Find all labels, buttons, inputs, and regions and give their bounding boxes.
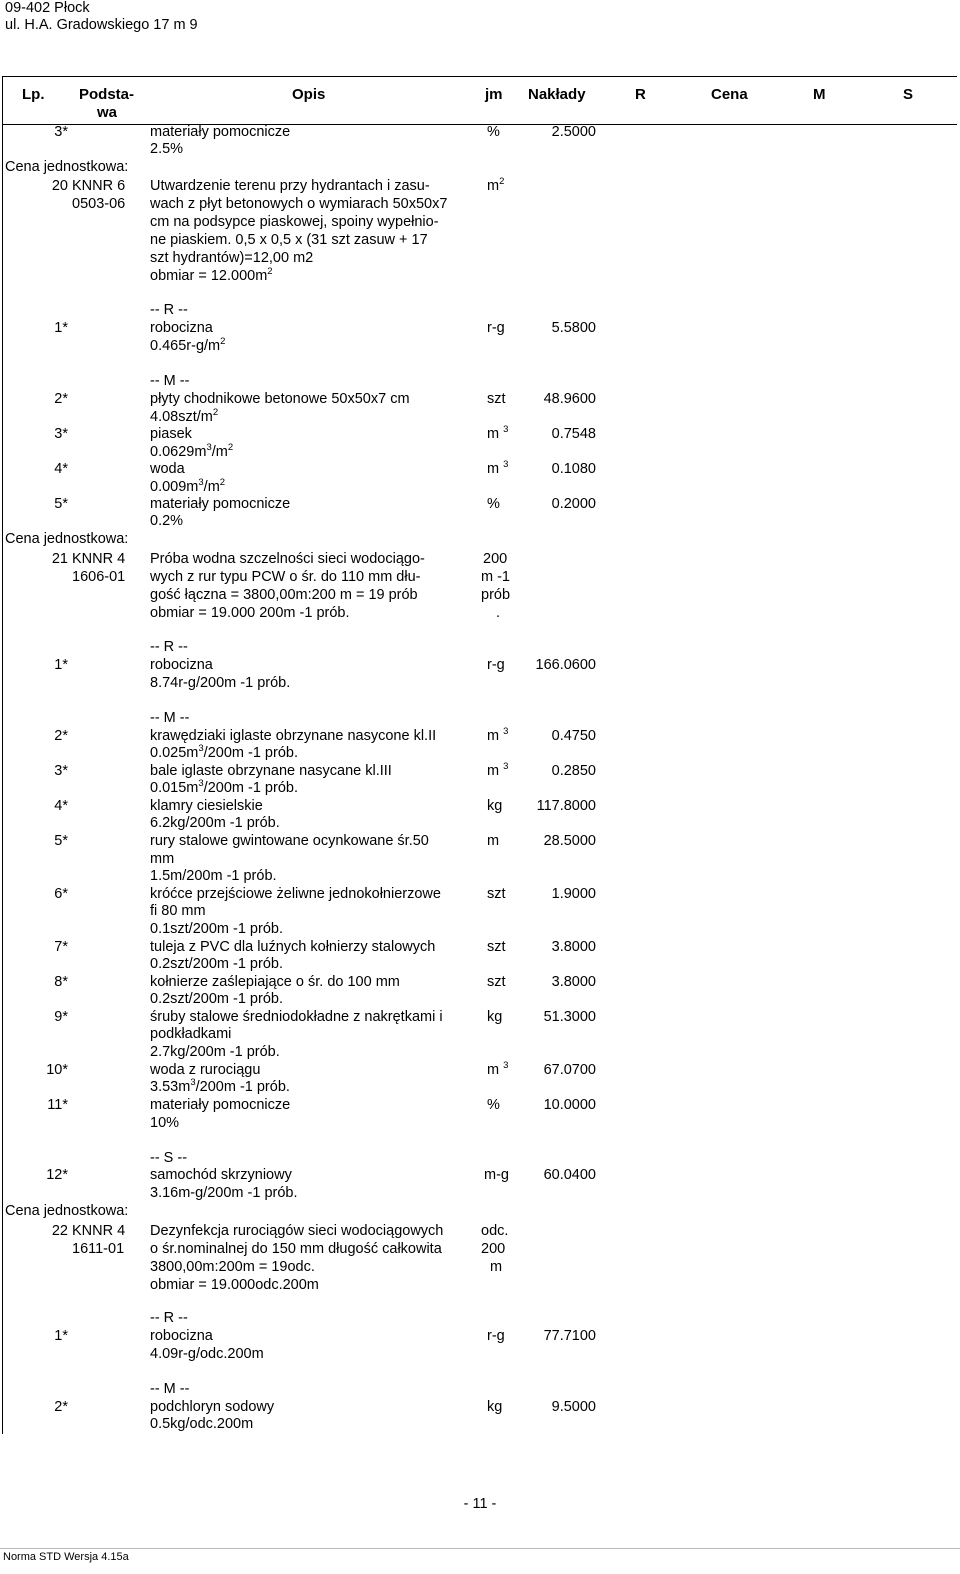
row-jm: r-g bbox=[487, 1328, 505, 1344]
position-unit: 200 bbox=[483, 551, 508, 567]
row-jm: r-g bbox=[487, 320, 505, 336]
page-number: - 11 - bbox=[463, 1496, 497, 1512]
row-lp: 1* bbox=[54, 657, 68, 673]
col-r: R bbox=[635, 86, 646, 103]
row-opis-cont: mm bbox=[150, 851, 175, 867]
position-description: szt hydrantów)=12,00 m2 bbox=[150, 250, 314, 266]
row-lp: 2* bbox=[54, 728, 68, 744]
row-naklady: 0.1080 bbox=[551, 461, 596, 477]
row-opis: śruby stalowe średniodokładne z nakrętkami i bbox=[150, 1009, 443, 1025]
row-opis: piasek bbox=[150, 426, 192, 442]
position-measure: obmiar = $12.000m^2$ bbox=[150, 266, 273, 284]
row-lp: 2* bbox=[54, 391, 68, 407]
row-norm: 3.16m-g/200m -1 prób. bbox=[150, 1185, 298, 1201]
row-opis: robocizna bbox=[150, 657, 213, 673]
table-left-border bbox=[2, 76, 3, 1434]
section-r-header: -- R -- bbox=[150, 639, 188, 655]
row-norm: $4.08szt/m^2$ bbox=[150, 407, 219, 425]
row-naklady: 10.0000 bbox=[543, 1097, 596, 1113]
col-jm: jm bbox=[485, 86, 503, 103]
row-lp: 1* bbox=[54, 320, 68, 336]
cena-jednostkowa-label: Cena jednostkowa: bbox=[5, 1203, 129, 1219]
row-naklady: 0.2000 bbox=[551, 496, 596, 512]
col-podstawa: Podsta- bbox=[79, 86, 135, 103]
position-number: 21 bbox=[51, 551, 68, 567]
row-naklady: 0.7548 bbox=[551, 426, 596, 442]
row-jm: szt bbox=[487, 974, 506, 990]
position-description: gość łączna = 3800,00m:200 m = 19 prób bbox=[150, 587, 418, 603]
row-opis: materiały pomocnicze bbox=[150, 124, 291, 140]
row-lp: 3* bbox=[54, 124, 68, 140]
section-m-header: -- M -- bbox=[150, 373, 190, 389]
row-jm: szt bbox=[487, 391, 506, 407]
position-unit: 200 bbox=[481, 1241, 506, 1257]
row-lp: 12* bbox=[46, 1167, 68, 1183]
row-jm: szt bbox=[487, 886, 506, 902]
row-norm: 0.2% bbox=[150, 513, 184, 529]
row-naklady: 51.3000 bbox=[543, 1009, 596, 1025]
row-norm: 0.2szt/200m -1 prób. bbox=[150, 991, 283, 1007]
row-jm: m $^3$ bbox=[487, 761, 509, 779]
cena-jednostkowa-label: Cena jednostkowa: bbox=[5, 159, 129, 175]
software-version: Norma STD Wersja 4.15a bbox=[3, 1551, 129, 1563]
position-basis-code: 1611-01 bbox=[72, 1241, 125, 1257]
row-lp: 1* bbox=[54, 1328, 68, 1344]
position-unit: prób bbox=[481, 587, 511, 603]
row-jm: % bbox=[487, 124, 500, 140]
row-opis: kołnierze zaślepiające o śr. do 100 mm bbox=[150, 974, 400, 990]
col-naklady: Nakłady bbox=[528, 86, 586, 103]
row-opis: króćce przejściowe żeliwne jednokołnierzowe bbox=[150, 886, 441, 902]
position-number: 22 bbox=[51, 1223, 68, 1239]
row-opis: materiały pomocnicze bbox=[150, 496, 291, 512]
row-opis-cont: fi 80 mm bbox=[150, 903, 206, 919]
row-opis: krawędziaki iglaste obrzynane nasycone kl.II bbox=[150, 728, 437, 744]
row-lp: 4* bbox=[54, 461, 68, 477]
row-jm: m bbox=[487, 833, 500, 849]
row-norm: 8.74r-g/200m -1 prób. bbox=[150, 675, 291, 691]
row-lp: 9* bbox=[54, 1009, 68, 1025]
position-description: Próba wodna szczelności sieci wodociągo- bbox=[150, 551, 425, 567]
header-bottom-border bbox=[2, 124, 957, 125]
position-basis-code: 0503-06 bbox=[72, 196, 126, 212]
section-r-header: -- R -- bbox=[150, 302, 188, 318]
col-s: S bbox=[903, 86, 914, 103]
position-unit: m bbox=[490, 1259, 503, 1275]
row-opis: woda bbox=[150, 461, 185, 477]
row-jm: m $^3$ bbox=[487, 424, 509, 442]
position-description: wach z płyt betonowych o wymiarach 50x50x7 bbox=[150, 196, 448, 212]
row-naklady: 48.9600 bbox=[543, 391, 596, 407]
row-jm: % bbox=[487, 1097, 500, 1113]
row-opis: podchloryn sodowy bbox=[150, 1399, 275, 1415]
position-basis: KNNR 6 bbox=[72, 178, 126, 194]
row-naklady: 117.8000 bbox=[536, 798, 596, 814]
position-description: 3800,00m:200m = 19odc. bbox=[150, 1259, 315, 1275]
address-line-1: 09-402 Płock bbox=[5, 0, 90, 16]
row-opis: rury stalowe gwintowane ocynkowane śr.50 bbox=[150, 833, 429, 849]
row-norm: 0.1szt/200m -1 prób. bbox=[150, 921, 283, 937]
row-naklady: 0.4750 bbox=[551, 728, 596, 744]
row-naklady: 1.9000 bbox=[551, 886, 596, 902]
footer-divider bbox=[0, 1548, 960, 1549]
col-m: M bbox=[813, 86, 826, 103]
row-jm: m $^3$ bbox=[487, 726, 509, 744]
row-naklady: 9.5000 bbox=[551, 1399, 596, 1415]
section-m-header: -- M -- bbox=[150, 710, 190, 726]
row-opis: materiały pomocnicze bbox=[150, 1097, 291, 1113]
address-line-2: ul. H.A. Gradowskiego 17 m 9 bbox=[5, 17, 198, 33]
col-opis: Opis bbox=[292, 86, 326, 103]
row-lp: 5* bbox=[54, 496, 68, 512]
row-norm: 10% bbox=[150, 1115, 180, 1131]
row-jm: m $^3$ bbox=[487, 1060, 509, 1078]
section-r-header: -- R -- bbox=[150, 1310, 188, 1326]
row-opis: robocizna bbox=[150, 320, 213, 336]
row-norm: 0.5kg/odc.200m bbox=[150, 1416, 254, 1432]
row-opis: robocizna bbox=[150, 1328, 213, 1344]
row-opis: płyty chodnikowe betonowe 50x50x7 cm bbox=[150, 391, 410, 407]
position-measure: obmiar = 19.000 200m -1 prób. bbox=[150, 605, 350, 621]
row-lp: 10* bbox=[46, 1062, 68, 1078]
position-basis: KNNR 4 bbox=[72, 1223, 126, 1239]
row-opis: woda z rurociągu bbox=[150, 1062, 261, 1078]
row-naklady: 67.0700 bbox=[543, 1062, 596, 1078]
row-jm: m $^3$ bbox=[487, 459, 509, 477]
position-basis-code: 1606-01 bbox=[72, 569, 126, 585]
section-m-header: -- M -- bbox=[150, 1381, 190, 1397]
position-number: 20 bbox=[51, 178, 68, 194]
position-unit: . bbox=[496, 605, 501, 621]
row-lp: 5* bbox=[54, 833, 68, 849]
row-norm: $0.009m^3/m^2$ bbox=[150, 477, 226, 495]
row-norm: $0.025m^3/200m$ -1 prób. bbox=[150, 743, 298, 761]
row-lp: 6* bbox=[54, 886, 68, 902]
position-basis: KNNR 4 bbox=[72, 551, 126, 567]
row-jm: kg bbox=[487, 798, 503, 814]
position-description: ne piaskiem. 0,5 x 0,5 x (31 szt zasuw + 17 bbox=[150, 232, 428, 248]
col-cena: Cena bbox=[711, 86, 748, 103]
row-jm: m-g bbox=[484, 1167, 509, 1183]
section-s-header: -- S -- bbox=[150, 1150, 188, 1166]
row-opis: samochód skrzyniowy bbox=[150, 1167, 292, 1183]
row-jm: szt bbox=[487, 939, 506, 955]
row-jm: % bbox=[487, 496, 500, 512]
row-opis: bale iglaste obrzynane nasycane kl.III bbox=[150, 763, 392, 779]
row-naklady: 28.5000 bbox=[543, 833, 596, 849]
row-naklady: 77.7100 bbox=[543, 1328, 596, 1344]
row-opis: tuleja z PVC dla luźnych kołnierzy stalowych bbox=[150, 939, 436, 955]
row-naklady: 60.0400 bbox=[543, 1167, 596, 1183]
position-unit: $m^2$ bbox=[487, 176, 505, 194]
row-opis-cont: podkładkami bbox=[150, 1026, 232, 1042]
row-norm: 1.5m/200m -1 prób. bbox=[150, 868, 277, 884]
row-naklady: 0.2850 bbox=[551, 763, 596, 779]
row-norm: 6.2kg/200m -1 prób. bbox=[150, 815, 280, 831]
row-norm: 0.2szt/200m -1 prób. bbox=[150, 956, 283, 972]
row-norm: 4.09r-g/odc.200m bbox=[150, 1346, 264, 1362]
row-lp: 8* bbox=[54, 974, 68, 990]
row-opis: 2.5% bbox=[150, 141, 184, 157]
row-lp: 7* bbox=[54, 939, 68, 955]
row-lp: 2* bbox=[54, 1399, 68, 1415]
row-norm: $0.465r-g/m^2$ bbox=[150, 336, 226, 354]
position-description: cm na podsypce piaskowej, spoiny wypełnio- bbox=[150, 214, 439, 230]
row-naklady: 3.8000 bbox=[551, 939, 596, 955]
table-top-border bbox=[2, 76, 957, 77]
row-naklady: 2.5000 bbox=[551, 124, 596, 140]
position-unit: odc. bbox=[481, 1223, 509, 1239]
position-description: Dezynfekcja rurociągów sieci wodociągowych bbox=[150, 1223, 444, 1239]
row-norm: 2.7kg/200m -1 prób. bbox=[150, 1044, 280, 1060]
row-lp: 3* bbox=[54, 426, 68, 442]
row-lp: 11* bbox=[47, 1097, 68, 1113]
position-description: o śr.nominalnej do 150 mm długość całkowita bbox=[150, 1241, 442, 1257]
row-naklady: 3.8000 bbox=[551, 974, 596, 990]
row-jm: kg bbox=[487, 1009, 503, 1025]
row-norm: $0.0629m^3/m^2$ bbox=[150, 442, 234, 460]
position-unit: m -1 bbox=[481, 569, 510, 585]
row-naklady: 5.5800 bbox=[551, 320, 596, 336]
position-description: wych z rur typu PCW o śr. do 110 mm dłu- bbox=[150, 569, 421, 585]
row-jm: kg bbox=[487, 1399, 503, 1415]
position-measure: obmiar = 19.000odc.200m bbox=[150, 1277, 319, 1293]
position-description: Utwardzenie terenu przy hydrantach i zasu- bbox=[150, 178, 430, 194]
col-podstawa-2: wa bbox=[97, 104, 118, 121]
row-jm: r-g bbox=[487, 657, 505, 673]
col-lp: Lp. bbox=[22, 86, 45, 103]
cena-jednostkowa-label: Cena jednostkowa: bbox=[5, 531, 129, 547]
row-norm: $3.53m^3/200m$ -1 prób. bbox=[150, 1077, 290, 1095]
row-lp: 4* bbox=[54, 798, 68, 814]
row-norm: $0.015m^3/200m$ -1 prób. bbox=[150, 778, 298, 796]
row-lp: 3* bbox=[54, 763, 68, 779]
row-naklady: 166.0600 bbox=[535, 657, 596, 673]
row-opis: klamry ciesielskie bbox=[150, 798, 263, 814]
